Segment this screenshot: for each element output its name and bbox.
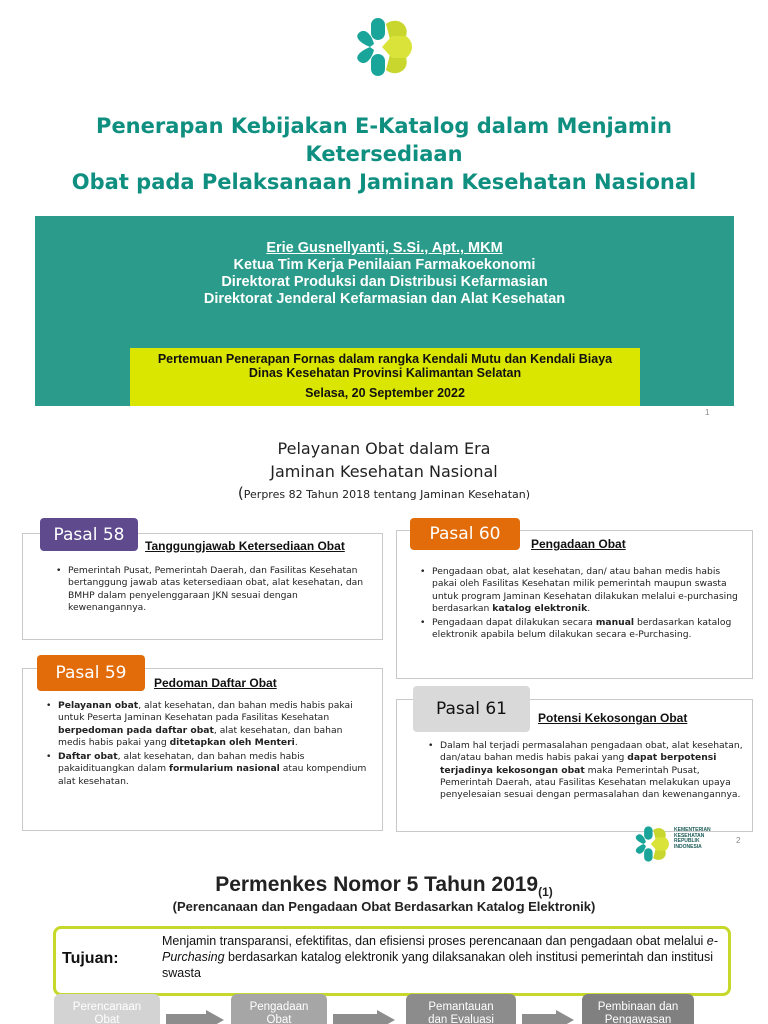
presenter-name: Erie Gusnellyanti, S.Si., Apt., MKM [266,240,503,256]
flow-step-pemantauan: Pemantauan dan Evaluasi [406,994,516,1024]
slide1-title-line1: Penerapan Kebijakan E-Katalog dalam Menjamin Ketersediaan [96,114,672,166]
event-line-1: Pertemuan Penerapan Fornas dalam rangka Kendali Mutu dan Kendali Biaya [157,352,613,366]
presenter-role-1: Ketua Tim Kerja Penilaian Farmakoekonomi [233,257,536,273]
slide2-title [0,437,768,483]
flow-step-pembinaan: Pembinaan dan Pengawasan [582,994,694,1024]
slide3-title [0,873,768,899]
slide3-subtitle: (Perencanaan dan Pengadaan Obat Berdasarkan Katalog Elektronik) [172,899,596,914]
presenter-role-2: Direktorat Produksi dan Distribusi Kefarmasian [221,274,548,290]
pasal60-heading: Pengadaan Obat [531,537,626,551]
slide3-title-text: Permenkes Nomor 5 Tahun 2019 [215,873,539,896]
tujuan-text: Menjamin transparansi, efektifitas, dan efisiensi proses perencanaan dan pengadaan obat melalui e-Purchasing berdasarkan katalog elektronik yang dilaksanakan oleh institusi pemerintah dan institusi swasta [162,934,718,980]
slide2-title-line2: Jaminan Kesehatan Nasional [270,462,498,481]
presenter-block [35,240,734,308]
flow-arrow-3-bar [522,1014,556,1024]
pasal58-list [56,565,368,616]
pasal60-item-2: • Pengadaan dapat dilakukan secara manual berdasarkan katalog elektronik apabila belum dilakukan secara e-Purchasing. [420,617,738,642]
pasal59-list [46,700,368,790]
pasal60-item-1: • Pengadaan obat, alat kesehatan, dan/ atau bahan medis habis pakai oleh Fasilitas Kesehatan milik pemerintah maupun swasta untuk program Jaminan Kesehatan dilakukan melalui e-purchasing berdasarkan katalog elektronik. [420,566,738,615]
logo-text-line4: INDONESIA [674,843,702,850]
flow-arrow-1 [206,1010,224,1024]
flow-arrow-2 [377,1010,395,1024]
flow-step-pengadaan: Pengadaan Obat [231,994,327,1024]
pasal61-heading: Potensi Kekosongan Obat [538,711,688,725]
pasal59-item-1: • Pelayanan obat, alat kesehatan, dan bahan medis habis pakai untuk Peserta Jaminan Kesehatan pada Fasilitas Kesehatan berpedoman pada daftar obat, alat kesehatan, dan bahan medis habis pakai yang ditetapkan oleh Menteri. [46,700,368,749]
pasal59-label: Pasal 59 [37,655,145,691]
flow-arrow-2-bar [333,1014,377,1024]
pasal60-label: Pasal 60 [410,518,520,550]
flow-step-perencanaan: Perencanaan Obat [54,994,160,1024]
pasal59-heading: Pedoman Daftar Obat [154,676,277,690]
logo-text-line1: KEMENTERIAN [674,827,711,833]
event-line-2: Dinas Kesehatan Provinsi Kalimantan Selatan [248,366,522,380]
kemenkes-small-logo-icon [632,824,672,864]
logo-text-line3: REPUBLIK [674,838,700,845]
slide2-subtitle-paren: ( [237,484,244,502]
kemenkes-logo-icon [352,14,416,80]
slide2-subtitle-text: Perpres 82 Tahun 2018 tentang Jaminan Kesehatan) [243,488,531,501]
slide1-title [20,112,748,196]
pasal61-label: Pasal 61 [413,686,530,732]
slide1-title-line2: Obat pada Pelaksanaan Jaminan Kesehatan Nasional [71,170,697,194]
event-date: Selasa, 20 September 2022 [305,386,465,400]
pasal58-heading: Tanggungjawab Ketersediaan Obat [145,539,345,553]
pasal61-item-1: • Dalam hal terjadi permasalahan pengadaan obat, alat kesehatan, dan/atau bahan medis habis pakai yang dapat berpotensi terjadinya kekosongan obat maka Pemerintah Pusat, Pemerintah Daerah, atau Fasilitas Kesehatan melakukan upaya penyelesaian sesuai dengan permasalahan dan kewenangannya. [428,740,743,801]
event-box [130,348,640,406]
slide1-page-number: 1 [705,408,710,417]
pasal58-label: Pasal 58 [40,518,138,551]
pasal60-list [420,566,738,644]
kemenkes-logo-text [674,828,711,850]
tujuan-label: Tujuan: [62,950,119,967]
pasal58-item: • Pemerintah Pusat, Pemerintah Daerah, dan Fasilitas Kesehatan bertanggung jawab atas ketersediaan obat, alat kesehatan, dan BMHP dalam penyelenggaraan JKN sesuai dengan kewenangannya. [56,565,368,614]
slide2-page-number: 2 [736,836,741,845]
slide2-title-line1: Pelayanan Obat dalam Era [277,439,491,458]
slide3-title-footnote: (1) [538,885,553,900]
logo-text-line2: KESEHATAN [674,832,705,839]
pasal59-item-2: • Daftar obat, alat kesehatan, dan bahan medis habis pakaidituangkan dalam formularium nasional atau kompendium alat kesehatan. [46,751,368,788]
pasal61-list [428,740,743,803]
presenter-role-3: Direktorat Jenderal Kefarmasian dan Alat Kesehatan [203,291,566,307]
flow-arrow-1-bar [166,1014,206,1024]
slide2-subtitle [0,484,768,502]
flow-arrow-3 [556,1010,574,1024]
